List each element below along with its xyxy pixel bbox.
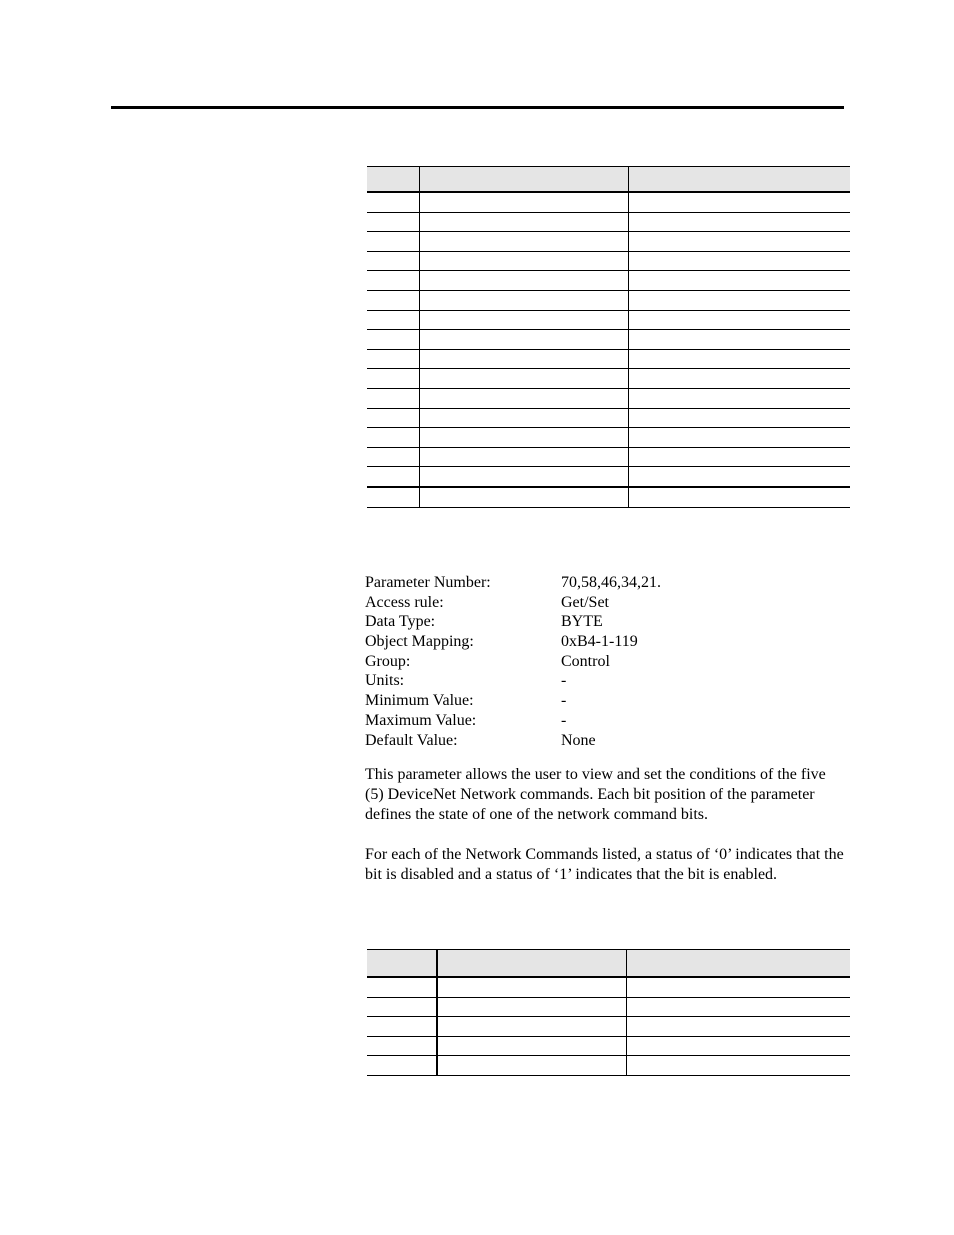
table-cell: [419, 467, 628, 487]
table-header-cell: [626, 950, 850, 978]
table-row: [367, 428, 850, 448]
param-value: 70,58,46,34,21.: [561, 574, 661, 591]
table-cell: [367, 447, 419, 467]
param-value: BYTE: [561, 613, 603, 631]
param-label: Object Mapping:: [365, 633, 474, 651]
table-row: [367, 310, 850, 330]
table-cell: [419, 212, 628, 232]
param-row-maximum-value: [365, 711, 845, 731]
table-row: [367, 467, 850, 487]
table-cell: [367, 271, 419, 291]
table-cell: [626, 1017, 850, 1037]
bit-table-upper: [367, 166, 850, 508]
table-row: [367, 447, 850, 467]
table-row: [367, 408, 850, 428]
table-cell: [419, 330, 628, 350]
table-cell: [437, 1017, 626, 1037]
param-row-minimum-value: [365, 691, 845, 711]
table-cell: [628, 428, 850, 448]
table-cell: [419, 428, 628, 448]
table-cell: [628, 192, 850, 212]
table-header-cell: [367, 167, 419, 193]
table-cell: [367, 467, 419, 487]
table-cell: [628, 232, 850, 252]
table-row: [367, 271, 850, 291]
param-label: Units:: [365, 672, 405, 690]
table-cell: [437, 977, 626, 997]
param-row-data-type: [365, 612, 845, 632]
table-cell: [367, 251, 419, 271]
table-cell: [367, 408, 419, 428]
table-cell: [367, 1056, 437, 1076]
table-row: [367, 388, 850, 408]
param-row-units: [365, 671, 845, 691]
table-cell: [367, 997, 437, 1017]
table-cell: [628, 290, 850, 310]
param-value: -: [561, 711, 567, 729]
table-row: [367, 1036, 850, 1056]
table-header-cell: [419, 167, 628, 193]
table-row: [367, 290, 850, 310]
table-row: [367, 330, 850, 350]
table-cell: [367, 349, 419, 369]
description-paragraph: This parameter allows the user to view and set the conditions of the five (5) DeviceNet Network commands. Each bit position of the parameter defines the state of one of the network command bits.: [365, 766, 826, 823]
table-cell: [367, 388, 419, 408]
table-row: [367, 232, 850, 252]
parameter-attributes: [365, 573, 845, 750]
table-cell: [367, 290, 419, 310]
table-cell: [437, 1036, 626, 1056]
header-rule: [111, 106, 844, 109]
table-cell: [419, 251, 628, 271]
table-cell: [628, 447, 850, 467]
table-cell: [367, 212, 419, 232]
table-header-cell: [367, 950, 437, 978]
table-cell: [367, 1017, 437, 1037]
param-value: Control: [561, 652, 610, 670]
param-label: Parameter Number:: [365, 574, 491, 591]
table-row: [367, 369, 850, 389]
table-cell: [628, 271, 850, 291]
table-cell: [626, 1056, 850, 1076]
table-cell: [437, 997, 626, 1017]
param-value: None: [561, 731, 596, 749]
table-cell: [419, 408, 628, 428]
table-cell: [419, 192, 628, 212]
table-row: [367, 997, 850, 1017]
table-cell: [419, 487, 628, 507]
bit-table-lower: [367, 949, 850, 1076]
table-cell: [367, 977, 437, 997]
table-cell: [626, 997, 850, 1017]
param-row-object-mapping: [365, 632, 845, 652]
param-label: Maximum Value:: [365, 711, 477, 729]
param-label: Access rule:: [365, 593, 444, 611]
param-label: Default Value:: [365, 731, 458, 749]
table-cell: [419, 232, 628, 252]
table-row: [367, 349, 850, 369]
table-cell: [419, 369, 628, 389]
param-label: Minimum Value:: [365, 692, 474, 710]
table-header-cell: [628, 167, 850, 193]
table-cell: [628, 388, 850, 408]
table-cell: [626, 977, 850, 997]
param-row-number: [365, 573, 845, 593]
table-row: [367, 487, 850, 507]
param-row-group: [365, 652, 845, 672]
table-header-row: [367, 167, 850, 193]
table-cell: [367, 1036, 437, 1056]
table-row: [367, 192, 850, 212]
table-cell: [367, 232, 419, 252]
table-cell: [628, 349, 850, 369]
param-label: Group:: [365, 652, 411, 670]
table-cell: [419, 388, 628, 408]
table-cell: [367, 428, 419, 448]
table-row: [367, 1017, 850, 1037]
table-cell: [367, 487, 419, 507]
table-cell: [628, 251, 850, 271]
table-row: [367, 977, 850, 997]
table-cell: [628, 330, 850, 350]
table-header-row: [367, 950, 850, 978]
table-cell: [419, 447, 628, 467]
table-cell: [367, 310, 419, 330]
table-cell: [628, 369, 850, 389]
param-label: Data Type:: [365, 613, 436, 631]
param-row-default-value: [365, 731, 845, 751]
status-paragraph: For each of the Network Commands listed, a status of ‘0’ indicates that the bit is disabled and a status of ‘1’ indicates that the bit is enabled.: [365, 846, 844, 883]
table-cell: [367, 192, 419, 212]
param-value: 0xB4-1-119: [561, 633, 638, 651]
param-value: Get/Set: [561, 593, 609, 611]
param-row-access-rule: [365, 593, 845, 613]
table-row: [367, 251, 850, 271]
table-cell: [628, 310, 850, 330]
table-cell: [628, 467, 850, 487]
table-cell: [437, 1056, 626, 1076]
table-row: [367, 212, 850, 232]
table-cell: [419, 349, 628, 369]
param-value: -: [561, 692, 567, 710]
table-cell: [628, 487, 850, 507]
table-cell: [419, 271, 628, 291]
table-cell: [628, 212, 850, 232]
table-cell: [626, 1036, 850, 1056]
table-cell: [628, 408, 850, 428]
table-cell: [419, 310, 628, 330]
table-cell: [367, 330, 419, 350]
table-header-cell: [437, 950, 626, 978]
table-cell: [367, 369, 419, 389]
param-value: -: [561, 672, 567, 690]
table-cell: [419, 290, 628, 310]
table-row: [367, 1056, 850, 1076]
